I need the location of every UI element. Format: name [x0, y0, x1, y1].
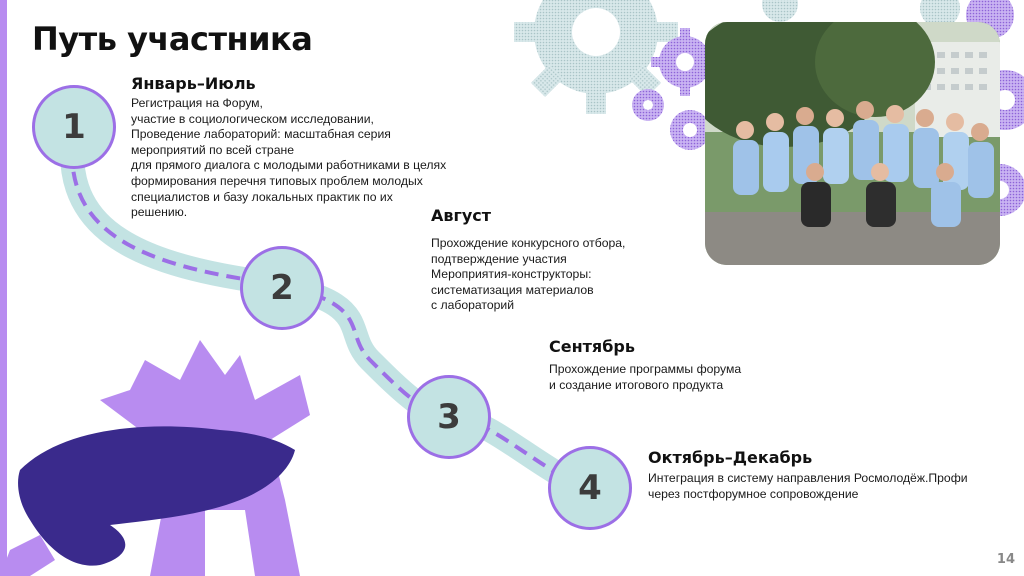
step-4-marker: 4 — [548, 446, 632, 530]
step-2-marker: 2 — [240, 246, 324, 330]
fox-mascot — [0, 320, 340, 576]
step-1-heading: Январь–Июль — [131, 74, 256, 93]
step-2-heading: Август — [431, 206, 492, 225]
page-number: 14 — [996, 552, 1015, 567]
step-1-marker: 1 — [32, 85, 116, 169]
step-1-description: Регистрация на Форум, участие в социологическом исследовании, Проведение лабораторий: масштабная серия мероприятий по всей стране для прямого диалога с молодыми работниками в целях формирования перечня типовых проблем молодых специалистов и базу локальных практик по их решению. — [131, 96, 447, 220]
step-3-description: Прохождение программы форума и создание итогового продукта — [549, 362, 742, 392]
step-4-heading: Октябрь–Декабрь — [648, 448, 813, 467]
page-title: Путь участника — [32, 20, 313, 58]
step-4-description: Интеграция в систему направления Росмолодёж.Профи через постфорумное сопровождение — [648, 471, 968, 501]
step-3-heading: Сентябрь — [549, 337, 635, 356]
step-2-description: Прохождение конкурсного отбора, подтверждение участия Мероприятия-конструкторы: систематизация материалов с лабораторий — [431, 236, 626, 313]
step-3-marker: 3 — [407, 375, 491, 459]
